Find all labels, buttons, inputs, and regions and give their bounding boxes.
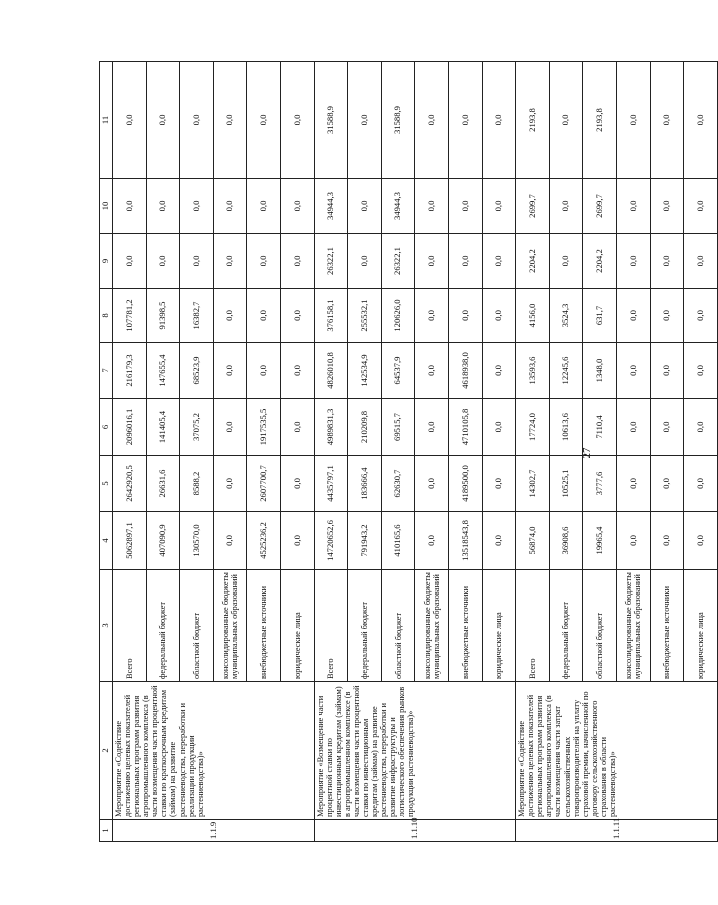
funding-source: юридические лица (280, 570, 314, 682)
amount-cell: 0,0 (616, 289, 650, 343)
measure-code: 1.1.9 (113, 820, 315, 842)
amount-cell: 216179,3 (113, 343, 147, 399)
amount-cell: 0,0 (180, 62, 214, 179)
amount-cell: 0,0 (482, 62, 516, 179)
amount-cell: 0,0 (650, 179, 684, 234)
amount-cell: 36908,6 (549, 512, 583, 570)
funding-source: Всего (314, 570, 348, 682)
amount-cell: 120626,0 (381, 289, 415, 343)
amount-cell: 0,0 (348, 179, 382, 234)
amount-cell: 0,0 (684, 399, 718, 456)
amount-cell: 4826010,8 (314, 343, 348, 399)
measure-code: 1.1.11 (516, 820, 718, 842)
funding-source: областной бюджет (381, 570, 415, 682)
rotated-table-wrapper (99, 62, 705, 842)
amount-cell: 0,0 (180, 179, 214, 234)
amount-cell: 0,0 (213, 343, 247, 399)
amount-cell: 0,0 (549, 179, 583, 234)
amount-cell: 0,0 (280, 399, 314, 456)
amount-cell: 0,0 (415, 456, 449, 512)
amount-cell: 0,0 (146, 179, 180, 234)
amount-cell: 0,0 (348, 62, 382, 179)
funding-source: юридические лица (482, 570, 516, 682)
amount-cell: 0,0 (247, 62, 281, 179)
amount-cell: 0,0 (684, 179, 718, 234)
amount-cell: 2096016,1 (113, 399, 147, 456)
amount-cell: 0,0 (113, 62, 147, 179)
amount-cell: 0,0 (213, 456, 247, 512)
amount-cell: 142534,9 (348, 343, 382, 399)
column-header: 11 (100, 62, 113, 179)
amount-cell: 0,0 (448, 62, 482, 179)
amount-cell: 16382,7 (180, 289, 214, 343)
amount-cell: 0,0 (616, 62, 650, 179)
amount-cell: 19965,4 (583, 512, 617, 570)
amount-cell: 0,0 (448, 234, 482, 289)
funding-source: федеральный бюджет (146, 570, 180, 682)
amount-cell: 0,0 (113, 234, 147, 289)
amount-cell: 4989831,3 (314, 399, 348, 456)
amount-cell: 183666,4 (348, 456, 382, 512)
amount-cell: 13593,6 (516, 343, 550, 399)
amount-cell: 14720652,6 (314, 512, 348, 570)
amount-cell: 4618938,0 (448, 343, 482, 399)
amount-cell: 791943,2 (348, 512, 382, 570)
amount-cell: 0,0 (650, 289, 684, 343)
amount-cell: 407090,9 (146, 512, 180, 570)
amount-cell: 64537,9 (381, 343, 415, 399)
amount-cell: 0,0 (482, 512, 516, 570)
amount-cell: 0,0 (280, 512, 314, 570)
amount-cell: 0,0 (549, 62, 583, 179)
amount-cell: 0,0 (415, 289, 449, 343)
column-header: 5 (100, 456, 113, 512)
funding-source: консолидированные бюджеты муниципальных образований (415, 570, 449, 682)
amount-cell: 34944,3 (381, 179, 415, 234)
amount-cell: 0,0 (482, 234, 516, 289)
amount-cell: 4525236,2 (247, 512, 281, 570)
amount-cell: 26322,1 (381, 234, 415, 289)
amount-cell: 10525,1 (549, 456, 583, 512)
amount-cell: 0,0 (650, 343, 684, 399)
amount-cell: 0,0 (684, 62, 718, 179)
amount-cell: 0,0 (280, 456, 314, 512)
column-header: 7 (100, 343, 113, 399)
amount-cell: 0,0 (616, 399, 650, 456)
amount-cell: 37075,2 (180, 399, 214, 456)
amount-cell: 0,0 (415, 234, 449, 289)
amount-cell: 0,0 (213, 234, 247, 289)
amount-cell: 4435797,1 (314, 456, 348, 512)
amount-cell: 0,0 (650, 234, 684, 289)
amount-cell: 2642920,5 (113, 456, 147, 512)
amount-cell: 0,0 (146, 234, 180, 289)
amount-cell: 2204,2 (516, 234, 550, 289)
amount-cell: 0,0 (650, 62, 684, 179)
column-header: 1 (100, 820, 113, 842)
amount-cell: 147655,4 (146, 343, 180, 399)
amount-cell: 68523,9 (180, 343, 214, 399)
amount-cell: 0,0 (213, 399, 247, 456)
amount-cell: 26322,1 (314, 234, 348, 289)
amount-cell: 255532,1 (348, 289, 382, 343)
amount-cell: 0,0 (113, 179, 147, 234)
amount-cell: 56874,0 (516, 512, 550, 570)
amount-cell: 34944,3 (314, 179, 348, 234)
amount-cell: 2193,8 (583, 62, 617, 179)
header-row (100, 62, 113, 842)
table-row (113, 62, 147, 842)
amount-cell: 0,0 (616, 456, 650, 512)
amount-cell: 0,0 (415, 179, 449, 234)
amount-cell: 0,0 (684, 234, 718, 289)
funding-source: консолидированные бюджеты муниципальных образований (616, 570, 650, 682)
amount-cell: 0,0 (180, 234, 214, 289)
amount-cell: 0,0 (415, 399, 449, 456)
amount-cell: 5062897,1 (113, 512, 147, 570)
amount-cell: 0,0 (247, 289, 281, 343)
amount-cell: 0,0 (616, 343, 650, 399)
amount-cell: 4710105,8 (448, 399, 482, 456)
amount-cell: 0,0 (280, 179, 314, 234)
amount-cell: 0,0 (650, 512, 684, 570)
amount-cell: 2607700,7 (247, 456, 281, 512)
amount-cell: 0,0 (213, 179, 247, 234)
amount-cell: 0,0 (684, 512, 718, 570)
amount-cell: 0,0 (448, 179, 482, 234)
amount-cell: 0,0 (247, 343, 281, 399)
amount-cell: 410165,6 (381, 512, 415, 570)
funding-source: федеральный бюджет (549, 570, 583, 682)
amount-cell: 0,0 (247, 179, 281, 234)
amount-cell: 0,0 (482, 343, 516, 399)
funding-source: областной бюджет (180, 570, 214, 682)
amount-cell: 0,0 (280, 62, 314, 179)
column-header: 9 (100, 234, 113, 289)
funding-source: областной бюджет (583, 570, 617, 682)
amount-cell: 69515,7 (381, 399, 415, 456)
amount-cell: 0,0 (280, 289, 314, 343)
amount-cell: 2699,7 (516, 179, 550, 234)
amount-cell: 0,0 (415, 62, 449, 179)
amount-cell: 3777,6 (583, 456, 617, 512)
amount-cell: 14302,7 (516, 456, 550, 512)
amount-cell: 4189500,0 (448, 456, 482, 512)
funding-source: внебюджетные источники (247, 570, 281, 682)
amount-cell: 141405,4 (146, 399, 180, 456)
column-header: 6 (100, 399, 113, 456)
funding-source: консолидированные бюджеты муниципальных образований (213, 570, 247, 682)
amount-cell: 3524,3 (549, 289, 583, 343)
amount-cell: 0,0 (616, 512, 650, 570)
funding-source: Всего (516, 570, 550, 682)
amount-cell: 0,0 (650, 456, 684, 512)
amount-cell: 0,0 (482, 399, 516, 456)
measure-code: 1.1.10 (314, 820, 516, 842)
amount-cell: 4156,0 (516, 289, 550, 343)
amount-cell: 0,0 (482, 179, 516, 234)
amount-cell: 0,0 (247, 234, 281, 289)
amount-cell: 1348,0 (583, 343, 617, 399)
column-header: 4 (100, 512, 113, 570)
amount-cell: 10613,6 (549, 399, 583, 456)
amount-cell: 8588,2 (180, 456, 214, 512)
amount-cell: 0,0 (213, 289, 247, 343)
amount-cell: 107781,2 (113, 289, 147, 343)
budget-table (99, 61, 718, 842)
amount-cell: 1917535,5 (247, 399, 281, 456)
column-header: 2 (100, 682, 113, 820)
amount-cell: 31588,9 (381, 62, 415, 179)
amount-cell: 2699,7 (583, 179, 617, 234)
amount-cell: 0,0 (482, 456, 516, 512)
amount-cell: 0,0 (213, 62, 247, 179)
amount-cell: 210209,8 (348, 399, 382, 456)
amount-cell: 62630,7 (381, 456, 415, 512)
amount-cell: 2204,2 (583, 234, 617, 289)
amount-cell: 31588,9 (314, 62, 348, 179)
amount-cell: 0,0 (684, 343, 718, 399)
amount-cell: 7110,4 (583, 399, 617, 456)
amount-cell: 631,7 (583, 289, 617, 343)
column-header: 8 (100, 289, 113, 343)
amount-cell: 0,0 (684, 456, 718, 512)
amount-cell: 91398,5 (146, 289, 180, 343)
amount-cell: 17724,0 (516, 399, 550, 456)
column-header: 3 (100, 570, 113, 682)
table-body (113, 62, 718, 842)
amount-cell: 0,0 (280, 343, 314, 399)
measure-name: Мероприятие «Содействие достижению целевых показателей региональных программ развития агропромышленного комплекса (в части возмещения части процентной ставки по краткосрочным кредитам (займам) на развитие растениеводства, переработки и реализации продукции растениеводства)» (113, 682, 315, 820)
amount-cell: 0,0 (348, 234, 382, 289)
amount-cell: 0,0 (415, 512, 449, 570)
amount-cell: 0,0 (415, 343, 449, 399)
measure-name: Мероприятие «Возмещение части процентной ставки по инвестиционным кредитам (займам) в агропромышленном комплексе (в части возмещения части процентной ставки по инвестиционным кредитам (займам) на развитие растениеводства, переработки и развитие инфраструктуры и логистического обеспечения рынков продукции растениеводства)» (314, 682, 516, 820)
amount-cell: 0,0 (549, 234, 583, 289)
funding-source: внебюджетные источники (650, 570, 684, 682)
amount-cell: 130570,0 (180, 512, 214, 570)
column-header: 10 (100, 179, 113, 234)
amount-cell: 0,0 (213, 512, 247, 570)
funding-source: внебюджетные источники (448, 570, 482, 682)
amount-cell: 0,0 (280, 234, 314, 289)
amount-cell: 0,0 (684, 289, 718, 343)
funding-source: юридические лица (684, 570, 718, 682)
amount-cell: 0,0 (448, 289, 482, 343)
amount-cell: 0,0 (650, 399, 684, 456)
table-row (314, 62, 348, 842)
amount-cell: 2193,8 (516, 62, 550, 179)
amount-cell: 26631,6 (146, 456, 180, 512)
amount-cell: 0,0 (482, 289, 516, 343)
amount-cell: 12245,6 (549, 343, 583, 399)
page-number: 27 (581, 447, 593, 459)
amount-cell: 0,0 (146, 62, 180, 179)
amount-cell: 376158,1 (314, 289, 348, 343)
table-row (516, 62, 550, 842)
amount-cell: 0,0 (616, 234, 650, 289)
amount-cell: 0,0 (616, 179, 650, 234)
measure-name: Мероприятие «Содействие достижению целевых показателей региональных программ развития агропромышленного комплекса (в части возмещения части затрат сельскохозяйственных товаропроизводителей на уплату страховой премии, начисленной по договору сельскохозяйственного страхования в области растениеводства)» (516, 682, 718, 820)
funding-source: федеральный бюджет (348, 570, 382, 682)
amount-cell: 13518543,8 (448, 512, 482, 570)
funding-source: Всего (113, 570, 147, 682)
